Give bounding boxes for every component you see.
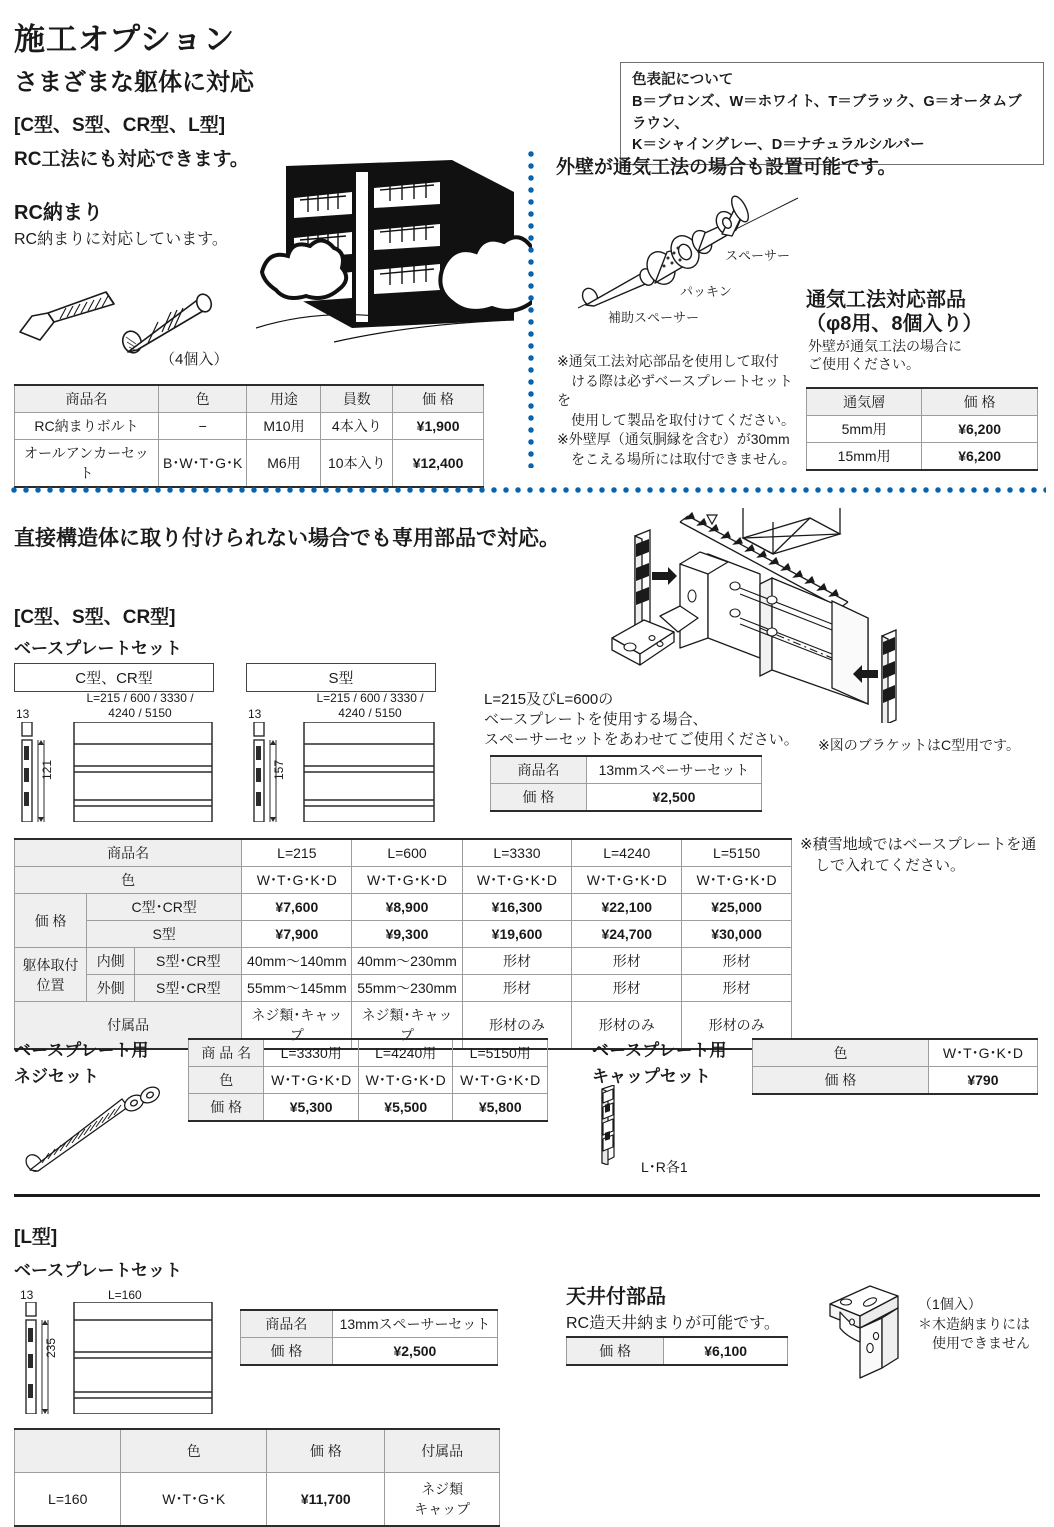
l-section-subtitle: ベースプレートセット <box>14 1261 182 1280</box>
row-label-product: 商品名 <box>491 756 587 784</box>
rc-description: RC納まりに対応しています。 <box>14 231 228 248</box>
ceiling-notes <box>918 1295 1030 1354</box>
screw-illustration <box>18 1085 178 1175</box>
table-row <box>241 1338 498 1366</box>
cell-inner: 40mm〜230mm <box>352 948 462 975</box>
cell-price-c: ¥16,300 <box>462 894 572 921</box>
cell-price-c: ¥7,600 <box>242 894 352 921</box>
table-header-row <box>15 385 484 413</box>
cell-color: W･T･G･K･D <box>358 1067 453 1094</box>
row-label-color: 色 <box>15 867 242 894</box>
baseplate-main-table <box>14 838 792 1050</box>
cell-price: ¥6,100 <box>664 1337 788 1365</box>
table-header-row <box>15 1429 500 1473</box>
cell-accessory: 形材のみ <box>572 1002 682 1050</box>
vent-part-desc-1: 外壁が通気工法の場合に <box>808 338 962 354</box>
cell-price-c: ¥22,100 <box>572 894 682 921</box>
row-label-price: 価 格 <box>15 894 87 948</box>
col-color: 色 <box>121 1429 267 1473</box>
l-price-table <box>14 1428 500 1527</box>
spacer-price-table <box>490 755 762 812</box>
l-plate-thickness: 13 <box>20 1288 34 1302</box>
accessory-line-1: ネジ類 <box>421 1481 464 1497</box>
vertical-dotted-divider <box>528 148 534 468</box>
ceiling-desc: RC造天井納まりが可能です。 <box>566 1315 780 1332</box>
cell-price: ¥6,200 <box>922 416 1038 443</box>
vent-note-line: ける際は必ずベースプレートセットを <box>557 372 793 409</box>
cell-price: ¥790 <box>928 1067 1037 1095</box>
row-label-price: 価 格 <box>491 784 587 812</box>
cell-column-l5150: L=5150用 <box>453 1039 548 1067</box>
cell-vent-layer: 15mm用 <box>807 443 922 471</box>
cap-illustration <box>592 1085 636 1165</box>
rc-quantity-note: （4個入） <box>160 351 229 368</box>
col-l4240: L=4240 <box>572 839 682 867</box>
table-row <box>189 1067 548 1094</box>
cell-product: 13mmスペーサーセット <box>586 756 761 784</box>
plate-s-lengths-2: 4240 / 5150 <box>338 706 402 720</box>
cell-outer: 形材 <box>572 975 682 1002</box>
table-row <box>15 440 484 488</box>
plate-c-thickness: 13 <box>16 707 30 721</box>
table-row <box>807 443 1038 471</box>
snow-note-line: しで入れてください。 <box>800 857 966 874</box>
row-label-price-c: C型･CR型 <box>87 894 242 921</box>
cell-price: ¥11,700 <box>267 1473 385 1527</box>
screw-set-title-2: ネジセット <box>14 1067 99 1086</box>
cap-qty-note: L･R各1 <box>641 1159 688 1175</box>
label-packing: パッキン <box>680 284 732 299</box>
cell-inner: 40mm〜140mm <box>242 948 352 975</box>
plate-c-height: 121 <box>40 760 54 781</box>
row-label-color: 色 <box>753 1039 929 1067</box>
l-plate-height: 235 <box>44 1338 58 1359</box>
plate-c-lengths-2: 4240 / 5150 <box>108 706 172 720</box>
table-row <box>241 1310 498 1338</box>
cell-inner: 形材 <box>572 948 682 975</box>
mid-subtitle: ベースプレートセット <box>14 639 182 658</box>
row-label-product-name: 商 品 名 <box>189 1039 264 1067</box>
cell-product: 13mmスペーサーセット <box>332 1310 497 1338</box>
snow-region-note <box>800 834 1040 876</box>
cell-color: W･T･G･K･D <box>264 1067 359 1094</box>
cell-outer: 55mm〜145mm <box>242 975 352 1002</box>
cell-color: B･W･T･G･K <box>158 440 246 488</box>
cell-price-s: ¥19,600 <box>462 921 572 948</box>
legend-line-2: B＝ブロンズ、W＝ホワイト、T＝ブラック、G＝オータムブラウン、 <box>632 93 1022 132</box>
accessory-line-2: キャップ <box>414 1501 471 1517</box>
bracket-note: ※図のブラケットはC型用です。 <box>818 737 1021 753</box>
cell-usage: M6用 <box>247 440 321 488</box>
cell-usage: M10用 <box>247 413 321 440</box>
table-header-row <box>807 388 1038 416</box>
l-plate-length: L=160 <box>108 1288 142 1302</box>
cell-inner: 形材 <box>462 948 572 975</box>
table-row <box>491 784 762 812</box>
cell-color: W･T･G･K･D <box>352 867 462 894</box>
section-divider-dotted <box>8 487 1046 493</box>
row-label-color: 色 <box>189 1067 264 1094</box>
ceiling-note-line: 使用できません <box>918 1335 1030 1352</box>
ceiling-note-line: ＊木造納まりには <box>918 1315 1030 1332</box>
ceiling-bracket-illustration <box>826 1282 916 1382</box>
cell-price: ¥12,400 <box>393 440 484 488</box>
col-l215: L=215 <box>242 839 352 867</box>
col-vent-layer: 通気層 <box>807 388 922 416</box>
col-color: 色 <box>158 385 246 413</box>
cap-set-table <box>752 1038 1038 1095</box>
table-row <box>15 921 792 948</box>
row-label-mount-position <box>15 948 87 1002</box>
cell-vent-layer: 5mm用 <box>807 416 922 443</box>
cell-color: W･T･G･K･D <box>453 1067 548 1094</box>
row-label-product: 商品名 <box>241 1310 333 1338</box>
vent-heading: 外壁が通気工法の場合も設置可能です。 <box>556 157 897 178</box>
col-usage: 用途 <box>247 385 321 413</box>
table-row <box>567 1337 788 1365</box>
plate-s-height: 157 <box>272 760 286 781</box>
table-row <box>15 894 792 921</box>
cell-length: L=160 <box>15 1473 121 1527</box>
spacer-note-line: スペーサーセットをあわせてご使用ください。 <box>484 730 799 748</box>
plate-c-lengths-1: L=215 / 600 / 3330 / <box>86 691 194 705</box>
plate-c-caption: C型、CR型 <box>14 663 214 692</box>
spacer-usage-note <box>484 690 799 749</box>
cell-accessory: ネジ類･キャップ <box>242 1002 352 1050</box>
table-header-row <box>15 839 792 867</box>
col-price: 価 格 <box>393 385 484 413</box>
cell-outer: 形材 <box>682 975 792 1002</box>
building-illustration <box>256 152 532 347</box>
plate-s-lengths-1: L=215 / 600 / 3330 / <box>316 691 424 705</box>
table-row <box>491 756 762 784</box>
color-legend-box <box>620 62 1044 165</box>
cell-color: W･T･G･K･D <box>928 1039 1037 1067</box>
col-product-name: 商品名 <box>15 385 159 413</box>
ceiling-price-table <box>566 1336 788 1366</box>
row-label-price: 価 格 <box>241 1338 333 1366</box>
cell-quantity: 10本入り <box>321 440 393 488</box>
row-label-price-s: S型 <box>87 921 242 948</box>
cell-accessories <box>385 1473 500 1527</box>
col-price: 価 格 <box>267 1429 385 1473</box>
mid-types: [C型、S型、CR型] <box>14 607 176 628</box>
vent-part-desc-2: ご使用ください。 <box>808 356 920 372</box>
cell-color: − <box>158 413 246 440</box>
applicable-types: [C型、S型、CR型、L型] <box>14 115 226 136</box>
table-row <box>15 1473 500 1527</box>
col-l5150: L=5150 <box>682 839 792 867</box>
cell-accessory: 形材のみ <box>462 1002 572 1050</box>
cell-outer: 形材 <box>462 975 572 1002</box>
l-spacer-table <box>240 1309 498 1366</box>
cell-color: W･T･G･K <box>121 1473 267 1527</box>
table-row <box>15 948 792 975</box>
col-blank <box>15 1429 121 1473</box>
row-label-price: 価 格 <box>753 1067 929 1095</box>
mount-label-line1: 躯体取付 <box>22 956 79 973</box>
table-row <box>15 413 484 440</box>
mount-label-line2: 位置 <box>36 976 65 993</box>
cell-outer: 55mm〜230mm <box>352 975 462 1002</box>
cell-color: W･T･G･K･D <box>242 867 352 894</box>
row-label-outer: 外側 <box>87 975 135 1002</box>
table-row <box>189 1094 548 1122</box>
vent-part-title-1: 通気工法対応部品 <box>806 289 966 311</box>
cell-price: ¥5,800 <box>453 1094 548 1122</box>
cell-price: ¥5,300 <box>264 1094 359 1122</box>
table-row <box>189 1039 548 1067</box>
cell-price: ¥6,200 <box>922 443 1038 471</box>
cell-column-l3330: L=3330用 <box>264 1039 359 1067</box>
label-spacer: スペーサー <box>725 248 791 263</box>
screw-set-title-1: ベースプレート用 <box>14 1041 149 1060</box>
label-aux-spacer: 補助スペーサー <box>608 310 700 325</box>
page-subtitle: さまざまな躯体に対応 <box>14 69 254 96</box>
vent-note-line: 使用して製品を取付けてください。 <box>557 411 795 428</box>
page-title: 施工オプション <box>14 22 236 57</box>
section-divider-solid <box>14 1194 1040 1197</box>
col-price: 価 格 <box>922 388 1038 416</box>
plate-s-thickness: 13 <box>248 707 262 721</box>
cell-price-c: ¥25,000 <box>682 894 792 921</box>
cell-price-s: ¥7,900 <box>242 921 352 948</box>
cell-product: オールアンカーセット <box>15 440 159 488</box>
ceiling-note-line: （1個入） <box>918 1296 982 1312</box>
cell-price: ¥5,500 <box>358 1094 453 1122</box>
row-label-accessories: 付属品 <box>15 1002 242 1050</box>
cell-price-s: ¥30,000 <box>682 921 792 948</box>
cell-accessory: 形材のみ <box>682 1002 792 1050</box>
vent-note-line: ※外壁厚（通気胴縁を含む）が30mm <box>557 431 790 448</box>
cell-color: W･T･G･K･D <box>682 867 792 894</box>
cell-price: ¥1,900 <box>393 413 484 440</box>
vent-price-table <box>806 387 1038 471</box>
rc-lead-text: RC工法にも対応できます。 <box>14 149 249 170</box>
col-l3330: L=3330 <box>462 839 572 867</box>
plate-s-caption: S型 <box>246 663 436 692</box>
legend-line-1: 色表記について <box>632 72 734 88</box>
snow-note-line: ※積雪地域ではベースプレートを通 <box>800 836 1037 853</box>
vent-notes <box>557 352 797 470</box>
col-l600: L=600 <box>352 839 462 867</box>
row-label-type-sc: S型･CR型 <box>135 975 242 1002</box>
cell-accessory: ネジ類･キャップ <box>352 1002 462 1050</box>
col-quantity: 員数 <box>321 385 393 413</box>
cell-price-s: ¥9,300 <box>352 921 462 948</box>
vent-note-line: をこえる場所には取付できません。 <box>557 450 796 467</box>
rc-price-table <box>14 384 484 488</box>
cell-price: ¥2,500 <box>586 784 761 812</box>
table-row <box>15 867 792 894</box>
cell-inner: 形材 <box>682 948 792 975</box>
spacer-note-line: ベースプレートを使用する場合、 <box>484 710 708 728</box>
row-label-price: 価 格 <box>189 1094 264 1122</box>
table-row <box>15 975 792 1002</box>
row-label-inner: 内側 <box>87 948 135 975</box>
cell-color: W･T･G･K･D <box>572 867 682 894</box>
cap-set-title-1: ベースプレート用 <box>592 1041 727 1060</box>
cell-price-c: ¥8,900 <box>352 894 462 921</box>
cell-product: RC納まりボルト <box>15 413 159 440</box>
cell-price: ¥2,500 <box>332 1338 497 1366</box>
table-row <box>753 1039 1038 1067</box>
mid-lead-text: 直接構造体に取り付けられない場合でも専用部品で対応。 <box>14 527 560 550</box>
vent-part-title-2: （φ8用、8個入り） <box>806 313 983 335</box>
cell-quantity: 4本入り <box>321 413 393 440</box>
row-label-price: 価 格 <box>567 1337 664 1365</box>
rc-bolt-illustration <box>10 250 230 360</box>
table-row <box>753 1067 1038 1095</box>
col-accessories: 付属品 <box>385 1429 500 1473</box>
legend-line-3: K＝シャイングレー、D＝ナチュラルシルバー <box>632 137 925 154</box>
ceiling-title: 天井付部品 <box>566 1286 666 1308</box>
rc-heading: RC納まり <box>14 202 103 224</box>
table-row <box>807 416 1038 443</box>
screw-set-table <box>188 1038 548 1122</box>
vent-note-line: ※通気工法対応部品を使用して取付 <box>557 353 779 369</box>
cell-color: W･T･G･K･D <box>462 867 572 894</box>
cap-set-title-2: キャップセット <box>592 1067 711 1086</box>
l-section-types: [L型] <box>14 1227 58 1248</box>
cell-column-l4240: L=4240用 <box>358 1039 453 1067</box>
cell-price-s: ¥24,700 <box>572 921 682 948</box>
spacer-note-line: L=215及びL=600の <box>484 691 614 708</box>
row-label-product-name: 商品名 <box>15 839 242 867</box>
row-label-type-sc: S型･CR型 <box>135 948 242 975</box>
